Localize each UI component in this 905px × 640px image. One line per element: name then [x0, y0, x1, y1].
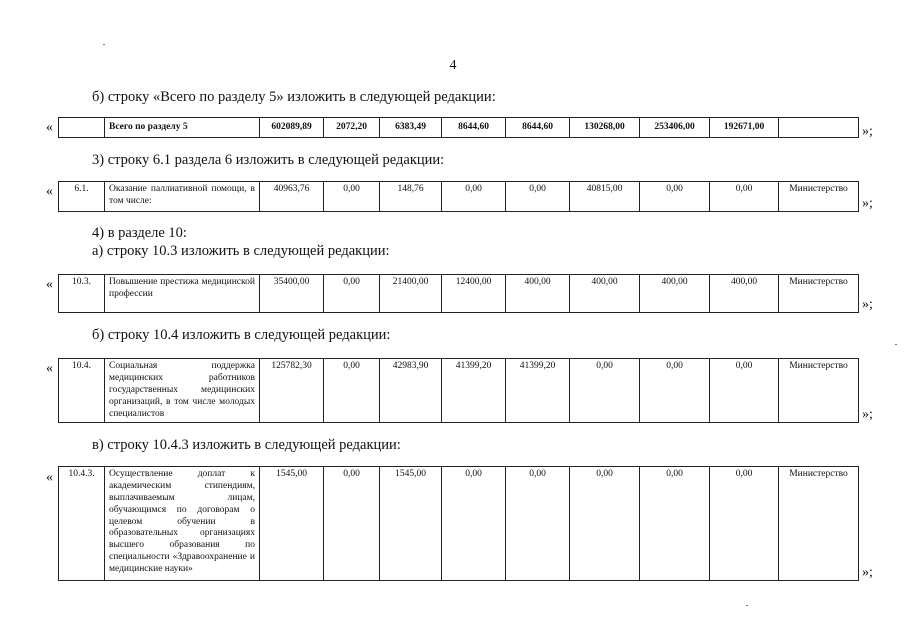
row-number: 10.4. [59, 359, 105, 423]
table-row [59, 467, 859, 581]
scan-speck [746, 605, 748, 606]
row-number: 10.4.3. [59, 467, 105, 581]
executor-cell: Министерство [779, 467, 859, 581]
table-total-section-5 [58, 117, 859, 138]
value-cell: 0,00 [324, 275, 380, 313]
instruction-row-10-4-3: в) строку 10.4.3 изложить в следующей редакции: [92, 437, 401, 453]
value-cell: 0,00 [442, 467, 506, 581]
value-cell: 148,76 [380, 182, 442, 212]
instruction-row-10-3: а) строку 10.3 изложить в следующей редакции: [92, 243, 390, 259]
close-quote: »; [862, 407, 873, 422]
row-name: Осуществление доплат к академическим стипендиям, выплачиваемым лицам, обучающимся по договорам о целевом обучении в образовательных организациях высшего образования по специальности «Здравоохранение и медицинские науки» [105, 467, 260, 581]
executor-cell: Министерство [779, 182, 859, 212]
instruction-section-10: 4) в разделе 10: [92, 225, 187, 241]
value-cell: 400,00 [506, 275, 570, 313]
table-row-10-4 [58, 358, 859, 423]
executor-cell: Министерство [779, 359, 859, 423]
executor-cell [779, 118, 859, 138]
row-number: 6.1. [59, 182, 105, 212]
value-cell: 602089,89 [260, 118, 324, 138]
value-cell: 0,00 [640, 359, 710, 423]
close-quote: »; [862, 297, 873, 312]
open-quote: « [46, 120, 53, 135]
open-quote: « [46, 277, 53, 292]
table-row [59, 359, 859, 423]
close-quote: »; [862, 124, 873, 139]
table-row [59, 118, 859, 138]
value-cell: 400,00 [710, 275, 779, 313]
row-name: Всего по разделу 5 [105, 118, 260, 138]
value-cell: 41399,20 [442, 359, 506, 423]
row-name: Повышение престижа медицинской профессии [105, 275, 260, 313]
row-name: Социальная поддержка медицинских работников государственных медицинских организаций, в том числе молодых специалистов [105, 359, 260, 423]
value-cell: 0,00 [570, 359, 640, 423]
value-cell: 0,00 [506, 467, 570, 581]
open-quote: « [46, 184, 53, 199]
value-cell: 400,00 [570, 275, 640, 313]
open-quote: « [46, 361, 53, 376]
value-cell: 400,00 [640, 275, 710, 313]
page-number: 4 [449, 58, 457, 73]
table-row [59, 182, 859, 212]
value-cell: 0,00 [324, 467, 380, 581]
value-cell: 8644,60 [442, 118, 506, 138]
value-cell: 0,00 [324, 359, 380, 423]
scan-speck [895, 344, 897, 345]
value-cell: 0,00 [506, 182, 570, 212]
value-cell: 253406,00 [640, 118, 710, 138]
table-row-6-1 [58, 181, 859, 212]
open-quote: « [46, 470, 53, 485]
value-cell: 21400,00 [380, 275, 442, 313]
table-row-10-3 [58, 274, 859, 313]
value-cell: 40963,76 [260, 182, 324, 212]
value-cell: 8644,60 [506, 118, 570, 138]
value-cell: 6383,49 [380, 118, 442, 138]
value-cell: 125782,30 [260, 359, 324, 423]
table-row [59, 275, 859, 313]
instruction-row-10-4: б) строку 10.4 изложить в следующей редакции: [92, 327, 391, 343]
value-cell: 0,00 [710, 467, 779, 581]
scan-speck [103, 44, 105, 45]
value-cell: 130268,00 [570, 118, 640, 138]
table-row-10-4-3 [58, 466, 859, 581]
value-cell: 0,00 [324, 182, 380, 212]
row-name: Оказание паллиативной помощи, в том числе: [105, 182, 260, 212]
value-cell: 0,00 [640, 467, 710, 581]
instruction-row-6-1: 3) строку 6.1 раздела 6 изложить в следующей редакции: [92, 152, 445, 168]
value-cell: 1545,00 [260, 467, 324, 581]
close-quote: »; [862, 196, 873, 211]
value-cell: 0,00 [570, 467, 640, 581]
value-cell: 0,00 [442, 182, 506, 212]
value-cell: 2072,20 [324, 118, 380, 138]
value-cell: 40815,00 [570, 182, 640, 212]
value-cell: 12400,00 [442, 275, 506, 313]
value-cell: 41399,20 [506, 359, 570, 423]
executor-cell: Министерство [779, 275, 859, 313]
value-cell: 0,00 [710, 182, 779, 212]
value-cell: 192671,00 [710, 118, 779, 138]
row-number: 10.3. [59, 275, 105, 313]
value-cell: 1545,00 [380, 467, 442, 581]
instruction-total-section-5: б) строку «Всего по разделу 5» изложить в следующей редакции: [92, 89, 496, 105]
value-cell: 35400,00 [260, 275, 324, 313]
value-cell: 42983,90 [380, 359, 442, 423]
value-cell: 0,00 [640, 182, 710, 212]
row-number [59, 118, 105, 138]
close-quote: »; [862, 565, 873, 580]
value-cell: 0,00 [710, 359, 779, 423]
